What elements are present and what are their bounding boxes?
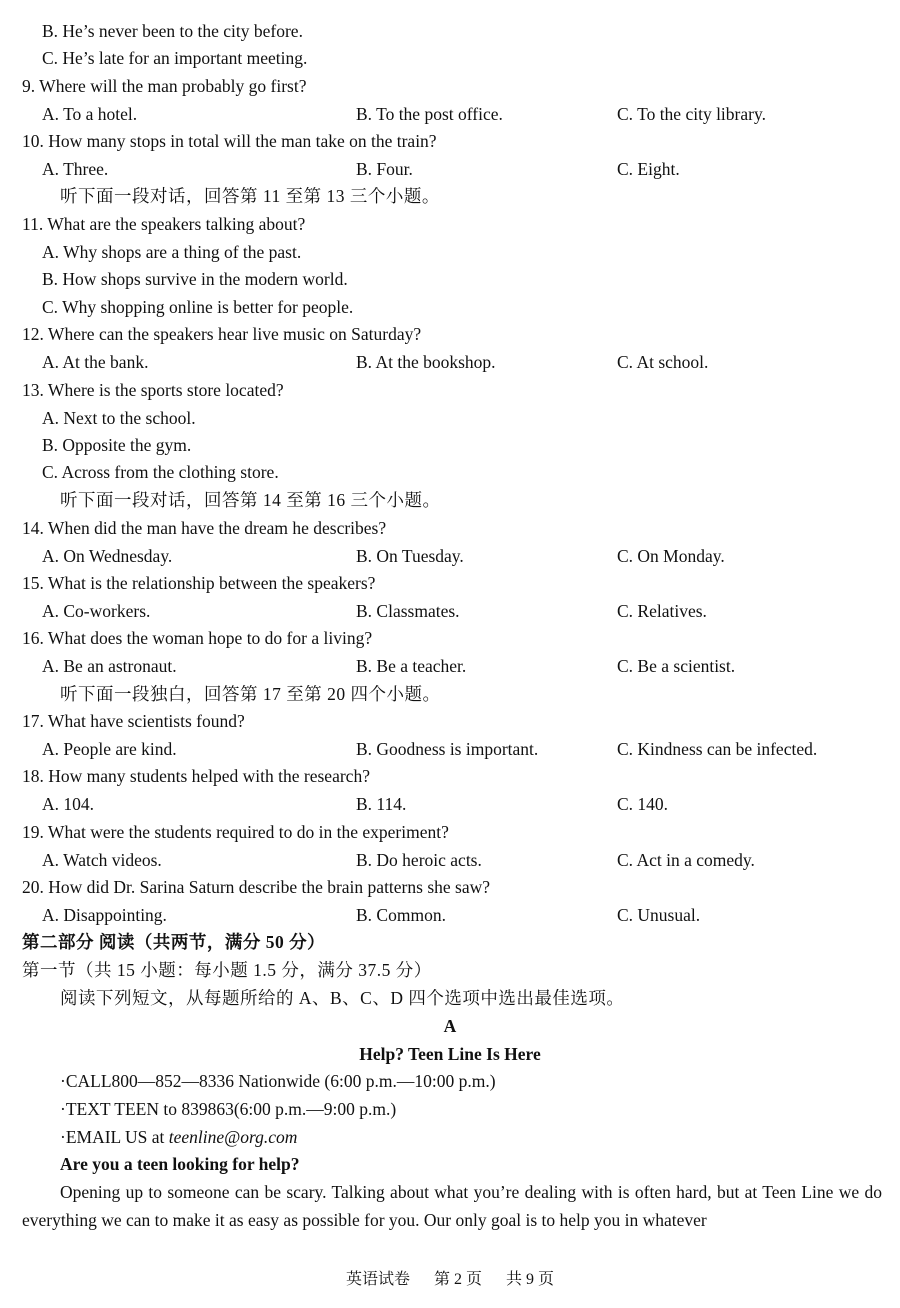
question-15: 15. What is the relationship between the speakers? <box>22 573 376 593</box>
option-a: A. Disappointing. <box>42 905 167 925</box>
page-footer <box>0 1266 900 1289</box>
option-a: A. 104. <box>42 794 95 814</box>
section-heading: 第一节（共 15 小题：每小题 1.5 分，满分 37.5 分） <box>22 960 432 980</box>
option-b: B. At the bookshop. <box>356 352 496 372</box>
option-c: C. Kindness can be infected. <box>617 739 818 759</box>
question-10: 10. How many stops in total will the man take on the train? <box>22 131 437 151</box>
contact-email <box>60 1126 297 1148</box>
option-b: B. Be a teacher. <box>356 656 467 676</box>
question-20: 20. How did Dr. Sarina Saturn describe the brain patterns she saw? <box>22 877 491 897</box>
question-11: 11. What are the speakers talking about? <box>22 214 306 234</box>
option-c: C. 140. <box>617 794 669 814</box>
question-18: 18. How many students helped with the research? <box>22 766 370 786</box>
section-instruction: 听下面一段对话，回答第 14 至第 16 三个小题。 <box>60 490 441 510</box>
question-14: 14. When did the man have the dream he describes? <box>22 518 387 538</box>
footer-page: 第 2 页 <box>433 1271 482 1288</box>
option-line: B. He’s never been to the city before. <box>42 21 303 41</box>
subheading: Are you a teen looking for help? <box>60 1154 300 1174</box>
passage-label: A <box>443 1016 457 1036</box>
email-address: teenline@org.com <box>168 1127 298 1147</box>
contact-call: ·CALL800—852—8336 Nationwide (6:00 p.m.—10:00 p.m.) <box>60 1071 496 1091</box>
option-a: A. Be an astronaut. <box>42 656 177 676</box>
option-c: C. Across from the clothing store. <box>42 462 279 482</box>
question-13: 13. Where is the sports store located? <box>22 380 284 400</box>
option-a: A. To a hotel. <box>42 104 138 124</box>
option-b: B. Opposite the gym. <box>42 435 192 455</box>
question-12: 12. Where can the speakers hear live music on Saturday? <box>22 324 422 344</box>
question-19: 19. What were the students required to do in the experiment? <box>22 822 449 842</box>
option-b: B. 114. <box>356 794 407 814</box>
contact-text: ·TEXT TEEN to 839863(6:00 p.m.—9:00 p.m.) <box>60 1099 397 1119</box>
option-b: B. How shops survive in the modern world. <box>42 269 348 289</box>
question-9: 9. Where will the man probably go first? <box>22 76 307 96</box>
option-a: A. People are kind. <box>42 739 177 759</box>
option-a: A. Watch videos. <box>42 850 162 870</box>
option-b: B. Common. <box>356 905 446 925</box>
section-instruction: 阅读下列短文，从每题所给的 A、B、C、D 四个选项中选出最佳选项。 <box>60 988 625 1008</box>
footer-subject: 英语试卷 <box>345 1271 410 1288</box>
question-17: 17. What have scientists found? <box>22 711 245 731</box>
part-heading: 第二部分 阅读（共两节，满分 50 分） <box>22 932 326 952</box>
section-instruction: 听下面一段独白，回答第 17 至第 20 四个小题。 <box>60 684 441 704</box>
passage-title: Help? Teen Line Is Here <box>359 1044 541 1064</box>
section-instruction: 听下面一段对话，回答第 11 至第 13 三个小题。 <box>60 186 440 206</box>
option-c: C. Relatives. <box>617 601 707 621</box>
option-b: B. Goodness is important. <box>356 739 539 759</box>
option-a: A. On Wednesday. <box>42 546 173 566</box>
option-c: C. Why shopping online is better for people. <box>42 297 354 317</box>
option-c: C. Unusual. <box>617 905 701 925</box>
option-c: C. Eight. <box>617 159 680 179</box>
option-line: C. He’s late for an important meeting. <box>42 48 308 68</box>
option-c: C. To the city library. <box>617 104 766 124</box>
option-b: B. On Tuesday. <box>356 546 464 566</box>
option-a: A. At the bank. <box>42 352 149 372</box>
option-a: A. Co-workers. <box>42 601 151 621</box>
option-b: B. Four. <box>356 159 413 179</box>
option-a: A. Three. <box>42 159 109 179</box>
option-b: B. To the post office. <box>356 104 503 124</box>
option-c: C. On Monday. <box>617 546 725 566</box>
contact-email-label: ·EMAIL US at <box>60 1127 169 1147</box>
option-c: C. At school. <box>617 352 709 372</box>
footer-total: 共 9 页 <box>506 1271 555 1288</box>
option-c: C. Be a scientist. <box>617 656 736 676</box>
question-16: 16. What does the woman hope to do for a living? <box>22 628 373 648</box>
passage-paragraph: Opening up to someone can be scary. Talking about what you’re dealing with is often hard, but at Teen Line we do everything we can to make it as easy as possible for you. Our only goal is to help you in whatever <box>22 1182 882 1230</box>
option-a: A. Why shops are a thing of the past. <box>42 242 302 262</box>
option-b: B. Do heroic acts. <box>356 850 482 870</box>
option-a: A. Next to the school. <box>42 408 196 428</box>
option-c: C. Act in a comedy. <box>617 850 755 870</box>
option-b: B. Classmates. <box>356 601 460 621</box>
